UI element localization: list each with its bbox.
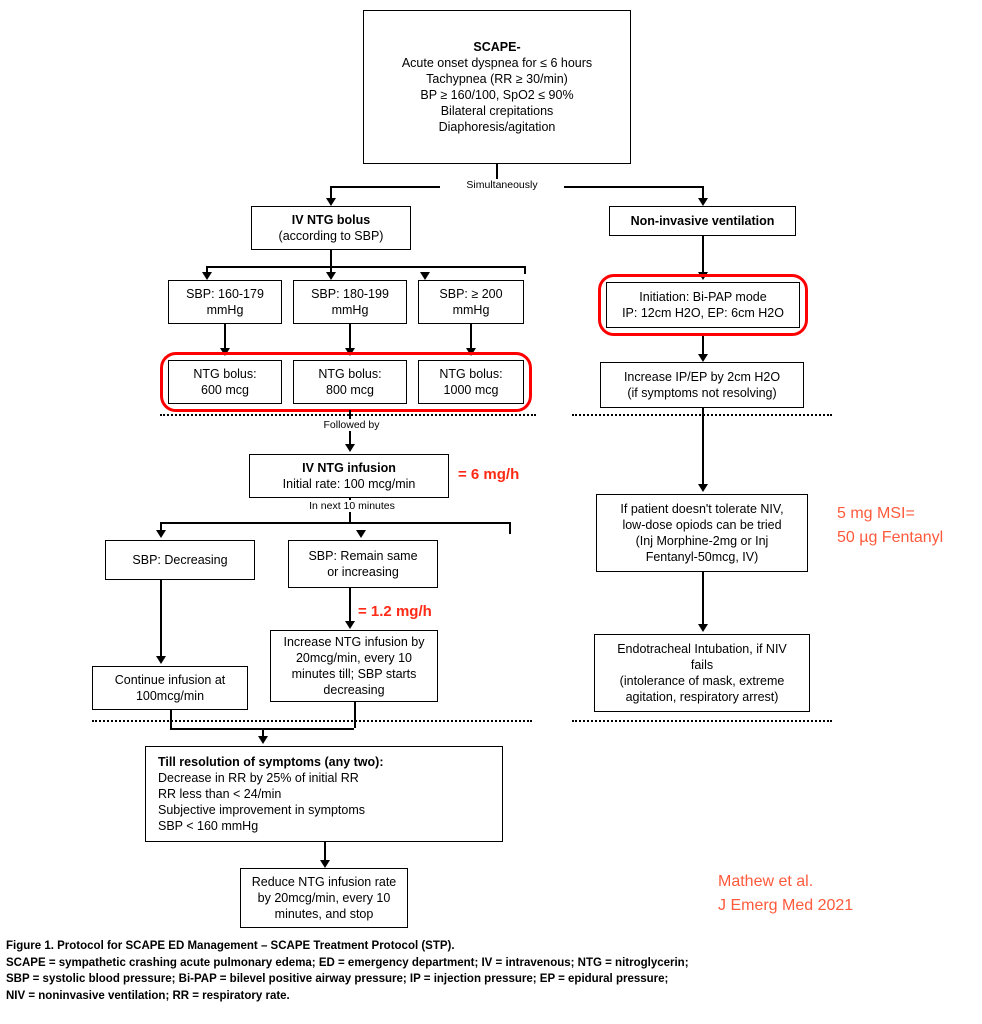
node-resolution-line-2: RR less than < 24/min [158,787,282,801]
node-bolus1000-line-0: NTG bolus: [439,367,503,381]
figure-caption-line-0: Figure 1. Protocol for SCAPE ED Management – SCAPE Treatment Protocol (STP). [6,940,455,952]
node-resolution-line-1: Decrease in RR by 25% of initial RR [158,771,359,785]
edge-label-simultaneously: Simultaneously [440,179,564,191]
node-iv-ntg-infusion [249,454,449,498]
arrow-to-resolution [258,736,268,744]
node-sbp-180-line-1: mmHg [331,303,369,317]
node-infusion-line-0: IV NTG infusion [302,461,396,475]
arrow-to-increase-ipep [698,354,708,362]
divider-dotted-left-2 [92,720,532,722]
node-till-resolution [145,746,503,842]
node-iv-ntg-bolus-line-1: (according to SBP) [278,229,384,243]
annotation-1-2-mg-h: = 1.2 mg/h [358,603,432,620]
figure-caption-line-2: SBP = systolic blood pressure; Bi-PAP = bilevel positive airway pressure; IP = injection pressure; EP = epidural pressure; [6,973,669,986]
node-ntg-bolus-800 [293,360,407,404]
node-opioids-line-0: If patient doesn't tolerate NIV, [620,502,784,516]
figure-caption-line-3: NIV = noninvasive ventilation; RR = respiratory rate. [6,990,290,1003]
node-niv-line-0: Non-invasive ventilation [630,214,775,228]
connector-outcome-right-stub [359,522,361,524]
node-continue-line-1: 100mcg/min [135,689,205,703]
node-scape-line-5: Diaphoresis/agitation [438,120,556,134]
node-sbp-200-line-0: SBP: ≥ 200 [439,287,503,301]
arrow-to-opioids [698,484,708,492]
node-continue-line-0: Continue infusion at [114,673,226,687]
node-sbp-160-line-1: mmHg [206,303,244,317]
node-scape-line-1: Acute onset dyspnea for ≤ 6 hours [401,56,593,70]
connector-sbpdec-down [160,580,162,660]
node-scape [363,10,631,164]
node-iv-ntg-bolus [251,206,411,250]
node-reduce-line-1: by 20mcg/min, every 10 [257,891,391,905]
node-sbp-180-199 [293,280,407,324]
node-reduce-line-2: minutes, and stop [274,907,374,921]
node-intubation-line-0: Endotracheal Intubation, if NIV [617,642,787,656]
node-sbp-200-line-1: mmHg [452,303,490,317]
figure-credit-line-1: J Emerg Med 2021 [718,897,854,914]
node-opioids-line-2: (Inj Morphine-2mg or Inj [635,534,769,548]
arrow-to-niv [698,198,708,206]
node-bolus600-line-1: 600 mcg [201,383,249,397]
connector-outcome-right [509,522,511,534]
figure-credit [718,870,853,918]
node-intubation-line-1: fails [690,658,714,672]
node-low-dose-opioids [596,494,808,572]
connector-sbp-c2 [424,266,426,268]
arrow-to-intubation [698,624,708,632]
node-opioids-line-3: Fentanyl-50mcg, IV) [645,550,759,564]
node-sbp-same-line-1: or increasing [327,565,399,579]
connector-outcome-split [160,522,510,524]
node-iv-ntg-bolus-line-0: IV NTG bolus [291,213,371,227]
arrow-to-sbp-160 [202,272,212,280]
node-reduce-line-0: Reduce NTG infusion rate [251,875,397,889]
node-increase-line-0: Increase NTG infusion by [283,635,425,649]
node-scape-line-4: Bilateral crepitations [440,104,554,118]
arrow-to-sbp-200 [420,272,430,280]
node-increase-line-3: decreasing [323,683,385,697]
figure-caption [6,938,976,1005]
node-ntg-bolus-1000 [418,360,524,404]
arrow-to-increase-infusion [345,621,355,629]
arrow-to-reduce-infusion [320,860,330,868]
figure-credit-line-0: Mathew et al. [718,873,814,890]
node-bipap-line-1: IP: 12cm H2O, EP: 6cm H2O [622,306,784,320]
connector-ntg-down [330,250,332,266]
node-increase-ipep-line-1: (if symptoms not resolving) [627,386,777,400]
connector-sbp-split [206,266,524,268]
node-resolution-line-4: SBP < 160 mmHg [158,819,259,833]
node-bolus800-line-0: NTG bolus: [318,367,382,381]
node-sbp-decreasing [105,540,255,580]
node-bolus800-line-1: 800 mcg [326,383,374,397]
divider-dotted-left-1 [160,414,536,416]
node-sbp-decreasing-line-0: SBP: Decreasing [132,553,228,567]
arrow-to-ntg-bolus [326,198,336,206]
arrow-sbp200-to-bolus [466,348,476,356]
node-sbp-180-line-0: SBP: 180-199 [311,287,389,301]
edge-label-followed-by: Followed by [297,419,406,431]
connector-sbp-c [524,266,526,274]
arrow-sbp180-to-bolus [345,348,355,356]
node-continue-infusion [92,666,248,710]
annotation-msi-fentanyl [837,502,943,550]
node-increase-line-2: minutes till; SBP starts [291,667,417,681]
node-non-invasive-ventilation [609,206,796,236]
node-increase-line-1: 20mcg/min, every 10 [295,651,413,665]
arrow-sbp160-to-bolus [220,348,230,356]
node-increase-ipep-line-0: Increase IP/EP by 2cm H2O [623,370,781,384]
edge-label-next-10-minutes: In next 10 minutes [294,500,410,512]
node-intubation-line-2: (intolerance of mask, extreme [619,674,785,688]
node-scape-line-0: SCAPE- [473,40,521,54]
node-scape-line-3: BP ≥ 160/100, SpO2 ≤ 90% [420,88,574,102]
node-sbp-same-line-0: SBP: Remain same [308,549,418,563]
connector-ipep-down [702,408,704,488]
arrow-to-continue-infusion [156,656,166,664]
node-reduce-ntg-infusion [240,868,408,928]
node-endotracheal-intubation [594,634,810,712]
divider-dotted-right-2 [572,720,832,722]
node-intubation-line-3: agitation, respiratory arrest) [625,690,779,704]
node-resolution-line-0: Till resolution of symptoms (any two): [158,755,384,769]
node-resolution-line-3: Subjective improvement in symptoms [158,803,366,817]
node-scape-line-2: Tachypnea (RR ≥ 30/min) [426,72,568,86]
node-bolus600-line-0: NTG bolus: [193,367,257,381]
connector-increase-to-resolution [354,702,356,728]
connector-opioids-down [702,572,704,628]
arrow-to-sbp-180 [326,272,336,280]
node-sbp-160-179 [168,280,282,324]
connector-niv-down [702,236,704,276]
node-increase-ip-ep [600,362,804,408]
annotation-msi-line-1: 50 µg Fentanyl [837,529,944,546]
node-ntg-bolus-600 [168,360,282,404]
annotation-6-mg-h: = 6 mg/h [458,466,520,483]
node-increase-ntg-infusion [270,630,438,702]
node-sbp-same-or-increasing [288,540,438,588]
node-sbp-200 [418,280,524,324]
node-bipap-line-0: Initiation: Bi-PAP mode [639,290,767,304]
figure-caption-line-1: SCAPE = sympathetic crashing acute pulmonary edema; ED = emergency department; IV = intravenous; NTG = nitroglycerin; [6,956,689,969]
arrow-to-sbp-same [356,530,366,538]
arrow-to-bipap [698,272,708,280]
node-bolus1000-line-1: 1000 mcg [443,383,499,397]
arrow-bolus-to-infusion [345,444,355,452]
node-opioids-line-1: low-dose opiods can be tried [622,518,782,532]
annotation-msi-line-0: 5 mg MSI= [837,505,915,522]
node-bipap-initiation [606,282,800,328]
node-sbp-160-line-0: SBP: 160-179 [186,287,264,301]
node-infusion-line-1: Initial rate: 100 mcg/min [282,477,416,491]
connector-continue-to-resolution [170,710,172,728]
arrow-to-sbp-decreasing [156,530,166,538]
